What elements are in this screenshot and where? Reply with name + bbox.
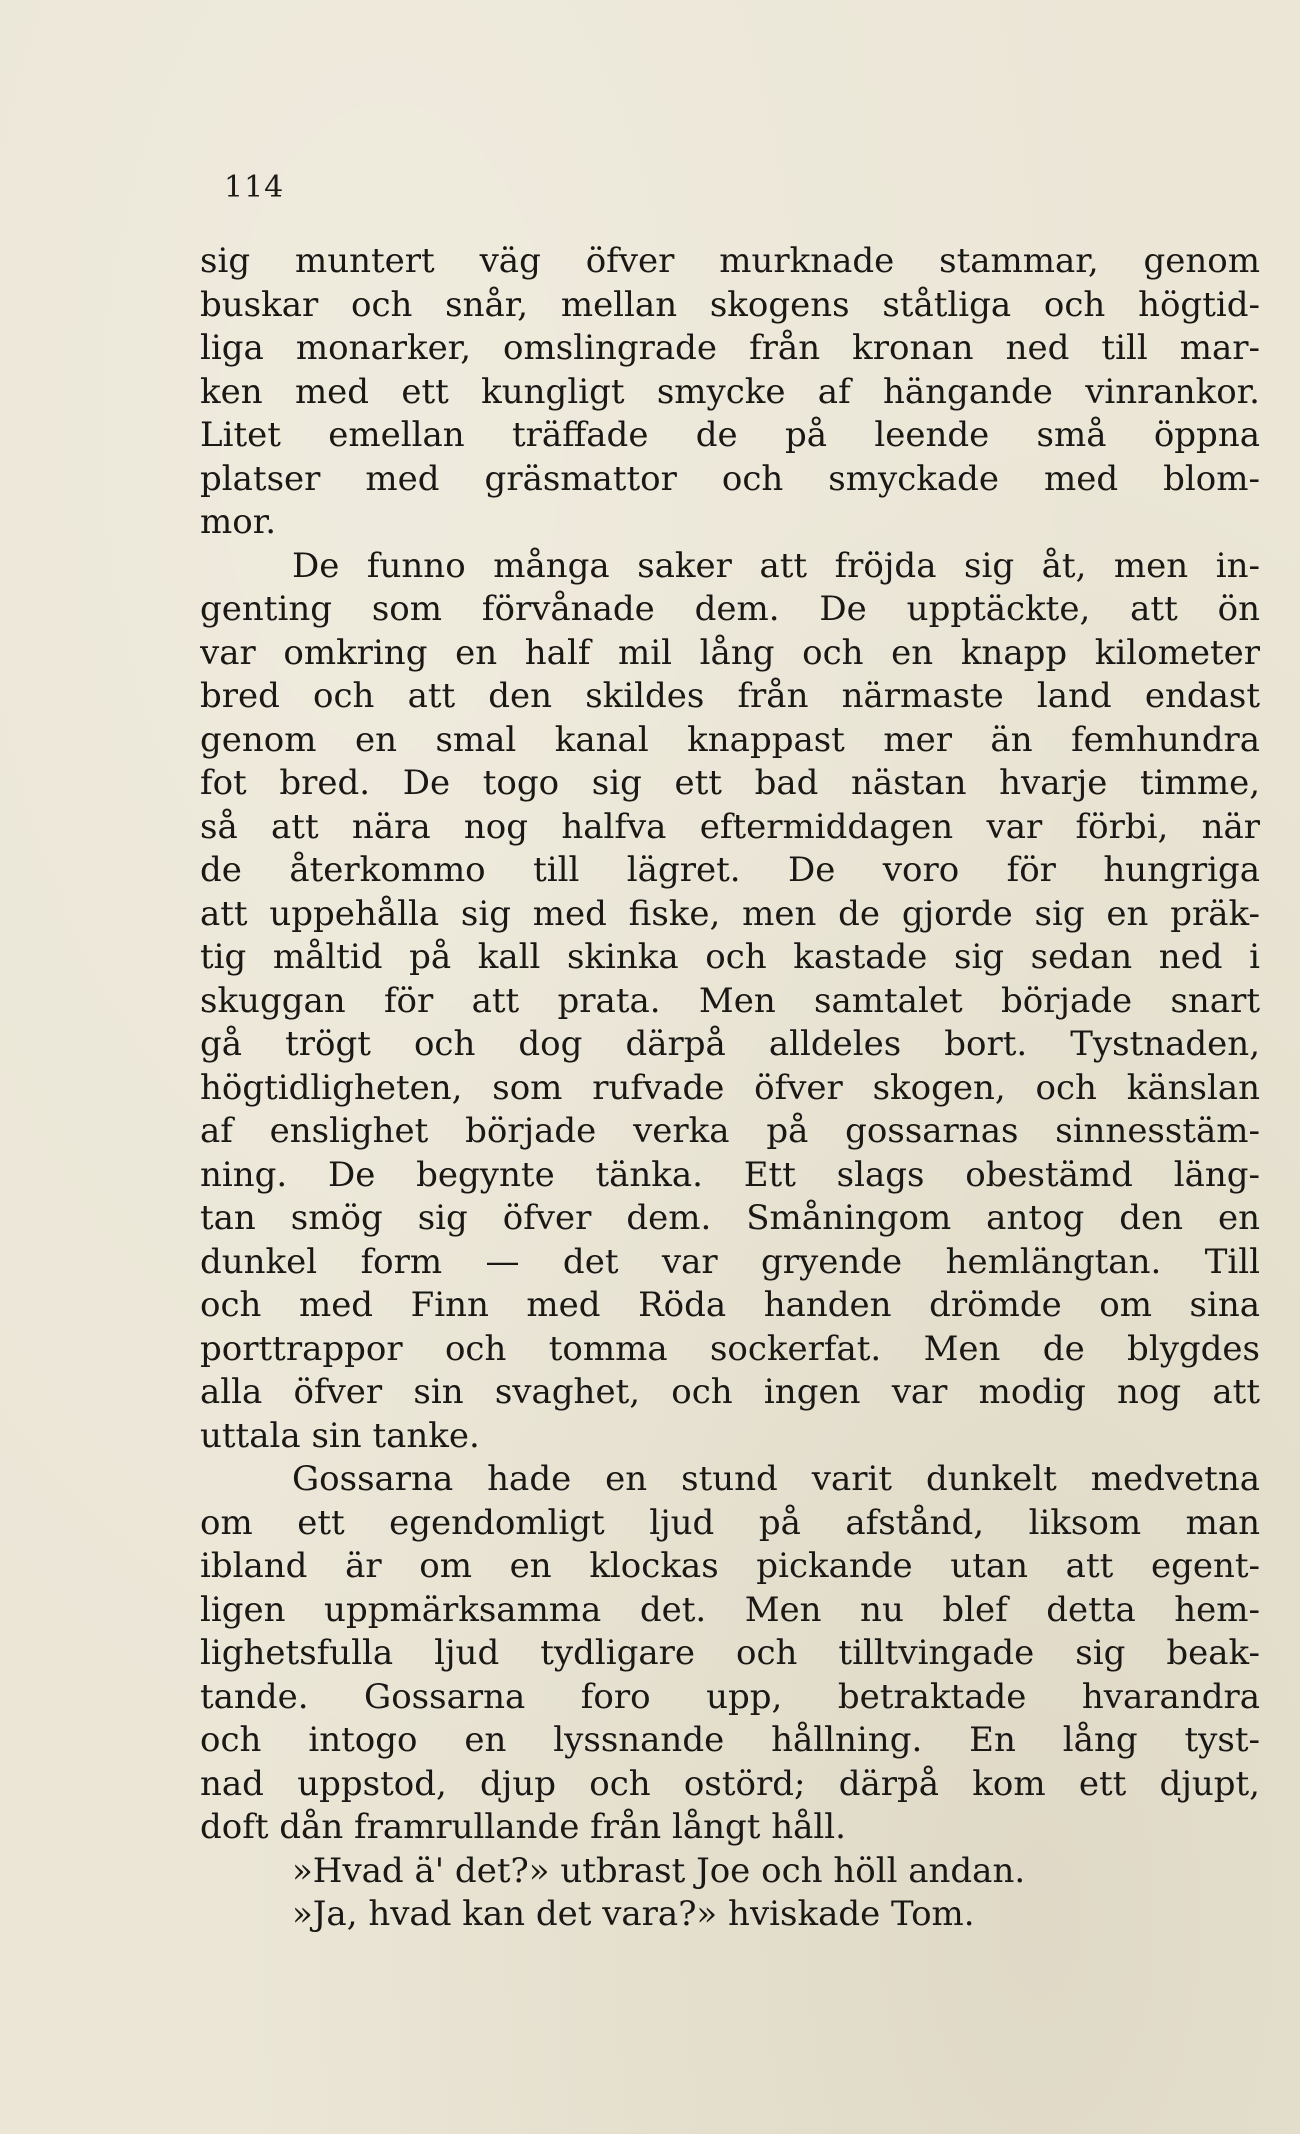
text-line: nad uppstod, djup och ostörd; därpå kom ett djupt, (200, 1763, 1260, 1804)
text-line: och med Finn med Röda handen drömde om sina (200, 1285, 1260, 1325)
text-line: »Hvad ä' det?» utbrast Joe och höll andan. (292, 1850, 1026, 1891)
text-line: om ett egendomligt ljud på afstånd, liksom man (200, 1502, 1260, 1543)
text-line: ligen uppmärksamma det. Men nu blef detta hem- (200, 1589, 1260, 1630)
text-line: ken med ett kungligt smycke af hängande vinrankor. (200, 371, 1260, 412)
text-line: platser med gräsmattor och smyckade med blom- (200, 458, 1260, 499)
body-text (200, 240, 1260, 1937)
text-line: tande. Gossarna foro upp, betraktade hvarandra (200, 1676, 1260, 1717)
text-line: af enslighet började verka på gossarnas sinnesstäm- (200, 1111, 1260, 1151)
text-line: fot bred. De togo sig ett bad nästan hvarje timme, (200, 763, 1260, 803)
text-line: och intogo en lyssnande hållning. En lång tyst- (200, 1720, 1260, 1760)
text-line: bred och att den skildes från närmaste land endast (200, 676, 1260, 716)
text-line: De funno många saker att fröjda sig åt, men in- (292, 545, 1260, 586)
text-line: tan smög sig öfver dem. Småningom antog den en (200, 1198, 1260, 1238)
text-line: doft dån framrullande från långt håll. (200, 1807, 846, 1847)
text-line: ning. De begynte tänka. Ett slags obestämd läng- (200, 1154, 1260, 1195)
text-line: Gossarna hade en stund varit dunkelt medvetna (292, 1459, 1260, 1499)
page-number: 114 (224, 170, 285, 205)
text-line: skuggan för att prata. Men samtalet började snart (200, 980, 1260, 1021)
text-line: genting som förvånade dem. De upptäckte, att ön (200, 589, 1260, 629)
text-line: »Ja, hvad kan det vara?» hviskade Tom. (292, 1894, 975, 1934)
text-line: så att nära nog halfva eftermiddagen var förbi, när (200, 806, 1260, 847)
text-line: porttrappor och tomma sockerfat. Men de blygdes (200, 1328, 1260, 1369)
text-line: mor. (200, 502, 277, 542)
text-line: buskar och snår, mellan skogens ståtliga och högtid- (200, 284, 1260, 325)
text-line: alla öfver sin svaghet, och ingen var modig nog att (200, 1372, 1260, 1412)
text-line: var omkring en half mil lång och en knapp kilometer (200, 632, 1260, 673)
text-line: de återkommo till lägret. De voro för hungriga (200, 850, 1260, 890)
text-line: ibland är om en klockas pickande utan att egent- (200, 1546, 1260, 1586)
text-line: högtidligheten, som rufvade öfver skogen, och känslan (200, 1067, 1260, 1108)
text-line: dunkel form — det var gryende hemlängtan. Till (200, 1241, 1260, 1282)
text-line: liga monarker, omslingrade från kronan ned till mar- (200, 328, 1260, 368)
text-line: uttala sin tanke. (200, 1415, 480, 1456)
text-line: genom en smal kanal knappast mer än femhundra (200, 719, 1260, 760)
text-line: lighetsfulla ljud tydligare och tilltvingade sig beak- (200, 1633, 1260, 1673)
text-line: sig muntert väg öfver murknade stammar, genom (200, 241, 1260, 281)
text-line: att uppehålla sig med fiske, men de gjorde sig en präk- (200, 893, 1260, 934)
text-line: tig måltid på kall skinka och kastade sig sedan ned i (200, 937, 1260, 977)
text-line: gå trögt och dog därpå alldeles bort. Tystnaden, (200, 1024, 1260, 1064)
text-line: Litet emellan träffade de på leende små öppna (200, 415, 1260, 455)
